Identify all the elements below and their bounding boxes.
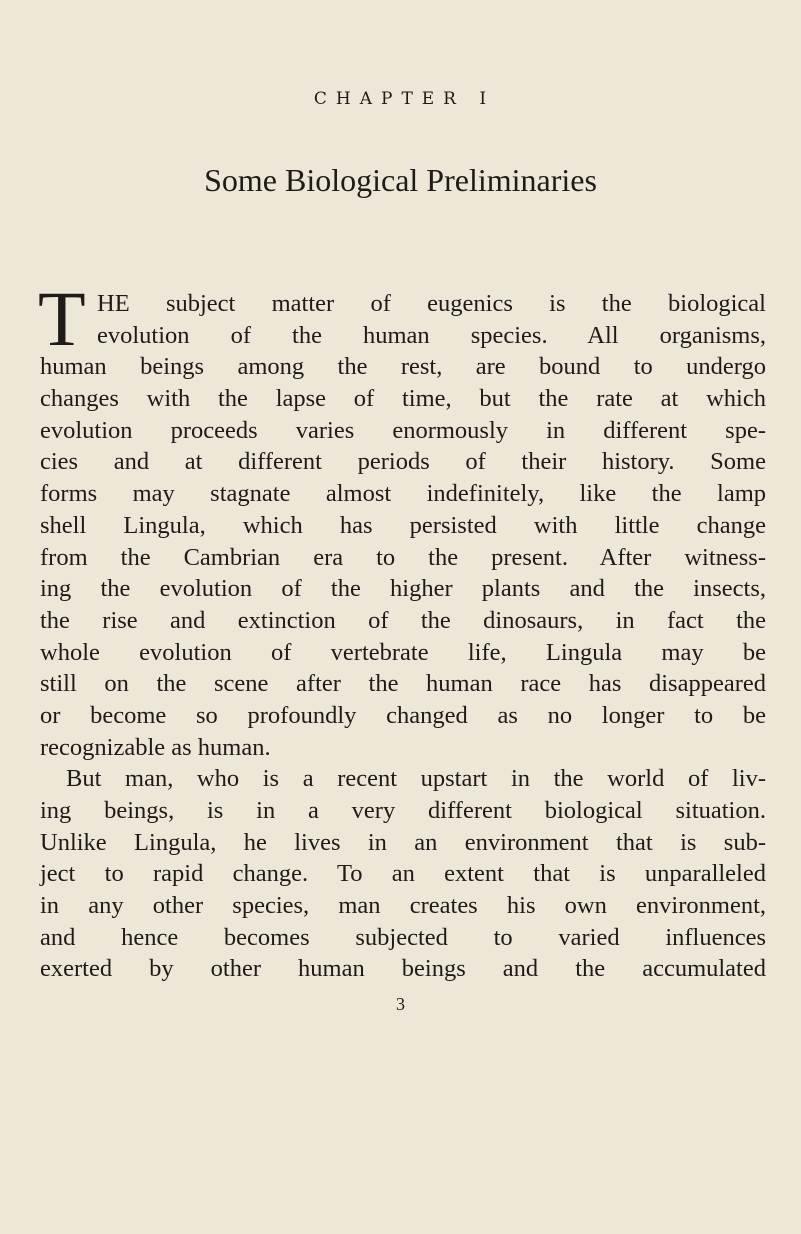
text-line: whole evolution of vertebrate life, Lingula may be (40, 638, 766, 666)
text-line: the rise and extinction of the dinosaurs, in fact the (40, 606, 766, 634)
text-line: evolution of the human species. All organisms, (97, 321, 766, 349)
text-line: changes with the lapse of time, but the rate at which (40, 385, 766, 413)
text-line: Unlike Lingula, he lives in an environment that is sub- (40, 828, 766, 856)
text-line: or become so profoundly changed as no longer to be (40, 701, 766, 729)
paragraph-2 (40, 763, 766, 985)
text-line: exerted by other human beings and the accumulated (40, 955, 766, 983)
chapter-title: Some Biological Preliminaries (204, 162, 597, 198)
text-line: cies and at different periods of their history. Some (40, 448, 766, 476)
text-line: human beings among the rest, are bound to undergo (40, 353, 766, 381)
paragraph-1 (40, 288, 766, 763)
text-line: ing beings, is in a very different biological situation. (40, 797, 766, 824)
text-line: evolution proceeds varies enormously in different spe- (40, 416, 766, 444)
page-number: 3 (396, 994, 405, 1014)
text-line: HE subject matter of eugenics is the biological (97, 290, 766, 317)
body-text (38, 275, 766, 985)
text-line: But man, who is a recent upstart in the world of liv- (66, 765, 766, 793)
text-line: ject to rapid change. To an extent that is unparalleled (40, 860, 766, 888)
drop-cap: T (38, 275, 86, 362)
text-line: recognizable as human. (40, 733, 271, 761)
text-line: in any other species, man creates his own environment, (40, 892, 766, 920)
text-line: and hence becomes subjected to varied influences (40, 923, 766, 951)
text-line: from the Cambrian era to the present. After witness- (40, 543, 766, 571)
text-line: shell Lingula, which has persisted with little change (40, 511, 766, 539)
text-line: still on the scene after the human race has disappeared (40, 670, 766, 698)
chapter-label: CHAPTER I (313, 89, 496, 109)
text-line: forms may stagnate almost indefinitely, like the lamp (40, 480, 766, 508)
text-line: ing the evolution of the higher plants and the insects, (40, 575, 766, 603)
